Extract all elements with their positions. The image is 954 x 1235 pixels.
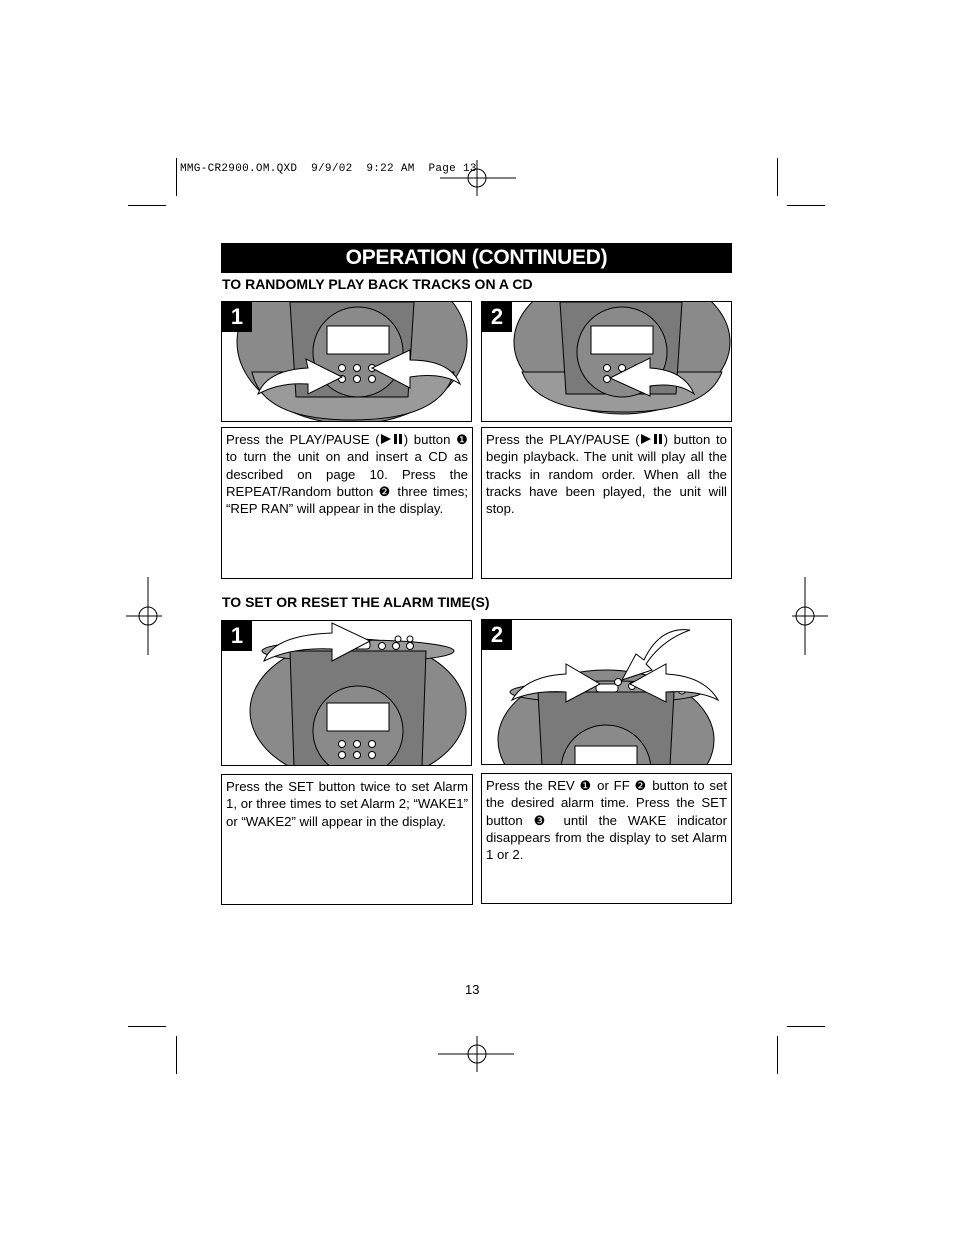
illustration-alarm-step-2 xyxy=(481,619,732,765)
instruction-text-alarm-step-1: Press the SET button twice to set Alarm 1, or three times to set Alarm 2; “WAKE1” or “WAKE2” will appear in the display. xyxy=(221,774,473,905)
instruction-text-alarm-step-2: Press the REV ❶ or FF ❷ button to set the desired alarm time. Press the SET button ❸ until the WAKE indicator disappears from the display to set Alarm 1 or 2. xyxy=(481,773,732,904)
print-slug: MMG-CR2900.OM.QXD 9/9/02 9:22 AM Page 13 xyxy=(180,163,477,175)
step-number-badge: 1 xyxy=(222,621,252,651)
cd-player-front-illustration xyxy=(482,302,732,422)
instruction-text-random-step-1: Press the PLAY/PAUSE ( ) button ❶ to turn the unit on and insert a CD as described on page 10. Press the REPEAT/Random button ❷ three times; “REP RAN” will appear in the display. xyxy=(221,427,473,579)
play-pause-icon xyxy=(380,433,404,445)
step-number-badge: 2 xyxy=(482,620,512,650)
registration-target-icon xyxy=(438,1036,518,1080)
registration-target-icon xyxy=(782,577,828,655)
instruction-text-random-step-2: Press the PLAY/PAUSE ( ) button to begin playback. The unit will play all the tracks in random order. When all the tracks have been played, the unit will stop. xyxy=(481,427,732,579)
illustration-random-step-1 xyxy=(221,301,472,422)
registration-target-icon xyxy=(126,577,172,655)
cd-player-top-illustration xyxy=(222,621,472,766)
play-pause-icon xyxy=(640,433,664,445)
section-heading-random-play: TO RANDOMLY PLAY BACK TRACKS ON A CD xyxy=(222,276,533,292)
step-number-badge: 1 xyxy=(222,302,252,332)
illustration-random-step-2 xyxy=(481,301,732,422)
illustration-alarm-step-1 xyxy=(221,620,472,766)
registration-target-icon xyxy=(440,150,520,196)
page-title: OPERATION (CONTINUED) xyxy=(221,243,732,273)
step-number-badge: 2 xyxy=(482,302,512,332)
cd-player-top-illustration xyxy=(482,620,732,765)
page-number: 13 xyxy=(465,982,480,997)
section-heading-alarm-time: TO SET OR RESET THE ALARM TIME(S) xyxy=(222,594,490,610)
cd-player-front-illustration xyxy=(222,302,472,422)
